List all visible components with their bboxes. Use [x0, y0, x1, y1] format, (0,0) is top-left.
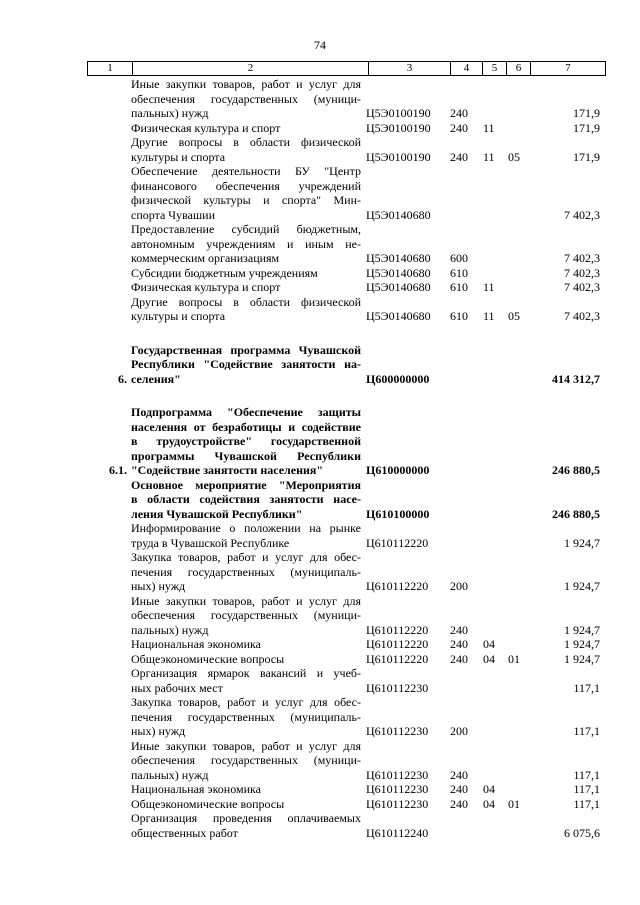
amount: 171,9: [573, 106, 600, 120]
subsection-code: 01: [508, 651, 520, 666]
description-line: общественных работ: [131, 825, 238, 840]
description-line: пальных) нужд: [131, 767, 209, 782]
table-row: [87, 782, 606, 797]
description-line: пальных) нужд: [131, 106, 209, 120]
row-description: [131, 280, 361, 295]
table-row: [87, 695, 606, 739]
target-code: Ц5Э0140680: [366, 280, 431, 294]
row-description: [131, 739, 361, 783]
description-line: обеспечения государственных (муници-: [131, 608, 361, 622]
target-code: Ц610112220: [366, 579, 429, 593]
description-line: культуры и спорта: [131, 309, 226, 323]
target-code: Ц5Э0140680: [366, 309, 431, 323]
target-code: Ц610000000: [366, 463, 430, 477]
description-line: спорта Чувашии: [131, 207, 216, 222]
amount: 246 880,5: [552, 506, 600, 521]
table-row: [87, 405, 606, 478]
target-code: Ц5Э0100190: [366, 149, 431, 164]
section-code: 11: [483, 280, 495, 294]
table-row: [87, 652, 606, 667]
table-row: [87, 295, 606, 324]
header-col-1: 1: [88, 62, 133, 75]
target-code: Ц5Э0100190: [366, 120, 431, 135]
section-code: 04: [483, 796, 495, 811]
header-col-4: 4: [451, 62, 483, 75]
expense-type: 200: [450, 579, 468, 593]
description-line: Другие вопросы в области физической: [131, 294, 361, 309]
description-line: в трудоустройстве" государственной: [131, 434, 361, 448]
description-line: пальных) нужд: [131, 622, 209, 637]
row-description: [131, 550, 361, 594]
row-number: 6.1.: [109, 463, 127, 477]
target-code: Ц610112240: [366, 825, 429, 840]
row-description: [131, 797, 361, 812]
expense-type: 240: [450, 149, 468, 164]
description-line: Организация проведения оплачиваемых: [131, 811, 361, 825]
table-row: [87, 77, 606, 121]
description-line: обеспечения государственных (муници-: [131, 91, 361, 106]
target-code: Ц610112230: [366, 782, 429, 796]
subsection-code: 01: [508, 796, 520, 811]
description-line: Закупка товаров, работ и услуг для обес-: [131, 550, 361, 564]
expense-type: 240: [450, 622, 468, 637]
row-description: [131, 782, 361, 797]
expense-type: 610: [450, 265, 468, 280]
description-line: ных) нужд: [131, 724, 186, 738]
description-line: обеспечения государственных (муници-: [131, 753, 361, 767]
header-col-5: 5: [483, 62, 507, 75]
section-code: 04: [483, 637, 495, 651]
section-code: 04: [483, 651, 495, 666]
description-line: Иные закупки товаров, работ и услуг для: [131, 77, 361, 91]
section-code: 11: [483, 149, 495, 164]
expense-type: 240: [450, 767, 468, 782]
description-line: Национальная экономика: [131, 637, 261, 651]
amount: 7 402,3: [564, 207, 600, 222]
row-description: [131, 405, 361, 478]
section-code: 11: [483, 120, 495, 135]
row-number: 6.: [118, 371, 127, 386]
amount: 117,1: [573, 767, 600, 782]
row-description: [131, 343, 361, 387]
amount: 117,1: [573, 724, 600, 738]
table-row: [87, 135, 606, 164]
section-code: 11: [483, 309, 495, 323]
amount: 414 312,7: [552, 371, 600, 386]
table-row: [87, 811, 606, 840]
table-row: [87, 478, 606, 522]
description-line: Организация ярмарок вакансий и учеб-: [131, 666, 361, 680]
description-line: Субсидии бюджетным учреждениям: [131, 265, 318, 280]
amount: 7 402,3: [564, 251, 600, 265]
target-code: Ц5Э0140680: [366, 251, 431, 265]
expense-type: 240: [450, 651, 468, 666]
description-line: селения": [131, 371, 181, 386]
table-row: [87, 797, 606, 812]
target-code: Ц5Э0140680: [366, 265, 431, 280]
description-line: Иные закупки товаров, работ и услуг для: [131, 593, 361, 608]
row-description: [131, 222, 361, 266]
table-row: [87, 637, 606, 652]
table-row: [87, 266, 606, 281]
subsection-code: 05: [508, 149, 520, 164]
target-code: Ц600000000: [366, 371, 430, 386]
description-line: Общеэкономические вопросы: [131, 796, 285, 811]
row-description: [131, 478, 361, 522]
description-line: автономным учреждениям и иным не-: [131, 236, 361, 251]
row-description: [131, 77, 361, 121]
expense-type: 610: [450, 309, 468, 323]
expense-type: 240: [450, 106, 468, 120]
target-code: Ц610112220: [366, 637, 429, 651]
subsection-code: 05: [508, 309, 520, 323]
row-description: [131, 266, 361, 281]
table-row: [87, 121, 606, 136]
description-line: финансового обеспечения учреждений: [131, 178, 361, 193]
description-line: "Содействие занятости населения": [131, 463, 324, 477]
description-line: Общеэкономические вопросы: [131, 651, 285, 666]
amount: 6 075,6: [564, 825, 600, 840]
table-header: [87, 61, 606, 76]
description-line: Национальная экономика: [131, 782, 261, 796]
amount: 1 924,7: [564, 579, 600, 593]
amount: 117,1: [573, 796, 600, 811]
table-row: [87, 594, 606, 638]
target-code: Ц5Э0100190: [366, 106, 431, 120]
target-code: Ц610100000: [366, 506, 430, 521]
expense-type: 240: [450, 637, 468, 651]
description-line: Государственная программа Чувашской: [131, 342, 361, 357]
expense-type: 240: [450, 120, 468, 135]
description-line: ных рабочих мест: [131, 680, 223, 695]
amount: 171,9: [573, 149, 600, 164]
row-description: [131, 121, 361, 136]
description-line: коммерческим организациям: [131, 251, 280, 265]
amount: 117,1: [573, 782, 600, 796]
amount: 7 402,3: [564, 309, 600, 323]
table-row: [87, 550, 606, 594]
description-line: Республики "Содействие занятости на-: [131, 357, 361, 371]
description-line: физической культуры и спорта" Мин-: [131, 193, 361, 207]
amount: 246 880,5: [552, 463, 600, 477]
expense-type: 240: [450, 782, 468, 796]
description-line: печения государственных (муниципаль-: [131, 709, 361, 724]
amount: 117,1: [573, 680, 600, 695]
description-line: Физическая культура и спорт: [131, 280, 281, 294]
table-row: [87, 222, 606, 266]
table-row: [87, 280, 606, 295]
amount: 1 924,7: [564, 651, 600, 666]
page-number: 74: [314, 38, 326, 52]
row-description: [131, 695, 361, 739]
header-col-6: 6: [507, 62, 531, 75]
amount: 1 924,7: [564, 637, 600, 651]
description-line: Обеспечение деятельности БУ "Центр: [131, 164, 361, 178]
description-line: Информирование о положении на рынке: [131, 521, 361, 535]
description-line: Подпрограмма "Обеспечение защиты: [131, 405, 361, 419]
description-line: ления Чувашской Республики": [131, 506, 303, 521]
description-line: культуры и спорта: [131, 149, 226, 164]
target-code: Ц610112220: [366, 535, 429, 550]
row-description: [131, 666, 361, 695]
table-row: [87, 164, 606, 222]
header-col-2: 2: [133, 62, 369, 75]
expense-type: 610: [450, 280, 468, 294]
description-line: печения государственных (муниципаль-: [131, 564, 361, 579]
description-line: труда в Чувашской Республике: [131, 535, 290, 550]
target-code: Ц5Э0140680: [366, 207, 431, 222]
description-line: Предоставление субсидий бюджетным,: [131, 222, 361, 236]
expense-type: 200: [450, 724, 468, 738]
row-description: [131, 652, 361, 667]
section-code: 04: [483, 782, 495, 796]
target-code: Ц610112230: [366, 680, 429, 695]
expense-type: 240: [450, 796, 468, 811]
amount: 171,9: [573, 120, 600, 135]
target-code: Ц610112230: [366, 724, 429, 738]
row-description: [131, 135, 361, 164]
table-row: [87, 739, 606, 783]
description-line: в области содействия занятости насе-: [131, 492, 361, 506]
row-description: [131, 164, 361, 222]
target-code: Ц610112230: [366, 796, 429, 811]
target-code: Ц610112220: [366, 651, 429, 666]
description-line: программы Чувашской Республики: [131, 448, 361, 463]
target-code: Ц610112230: [366, 767, 429, 782]
amount: 1 924,7: [564, 535, 600, 550]
row-description: [131, 295, 361, 324]
row-description: [131, 637, 361, 652]
amount: 7 402,3: [564, 265, 600, 280]
description-line: Физическая культура и спорт: [131, 120, 281, 135]
table-row: [87, 666, 606, 695]
budget-table: [87, 77, 606, 840]
header-col-3: 3: [369, 62, 451, 75]
description-line: населения от безработицы и содействие: [131, 419, 361, 434]
description-line: Другие вопросы в области физической: [131, 135, 361, 149]
description-line: Закупка товаров, работ и услуг для обес-: [131, 695, 361, 709]
target-code: Ц610112220: [366, 622, 429, 637]
table-row: [87, 343, 606, 387]
description-line: Основное мероприятие "Мероприятия: [131, 477, 361, 492]
amount: 1 924,7: [564, 622, 600, 637]
row-description: [131, 521, 361, 550]
header-col-7: 7: [565, 62, 571, 74]
amount: 7 402,3: [564, 280, 600, 294]
description-line: ных) нужд: [131, 579, 186, 593]
row-description: [131, 811, 361, 840]
description-line: Иные закупки товаров, работ и услуг для: [131, 738, 361, 753]
expense-type: 600: [450, 251, 468, 265]
table-row: [87, 521, 606, 550]
row-description: [131, 594, 361, 638]
